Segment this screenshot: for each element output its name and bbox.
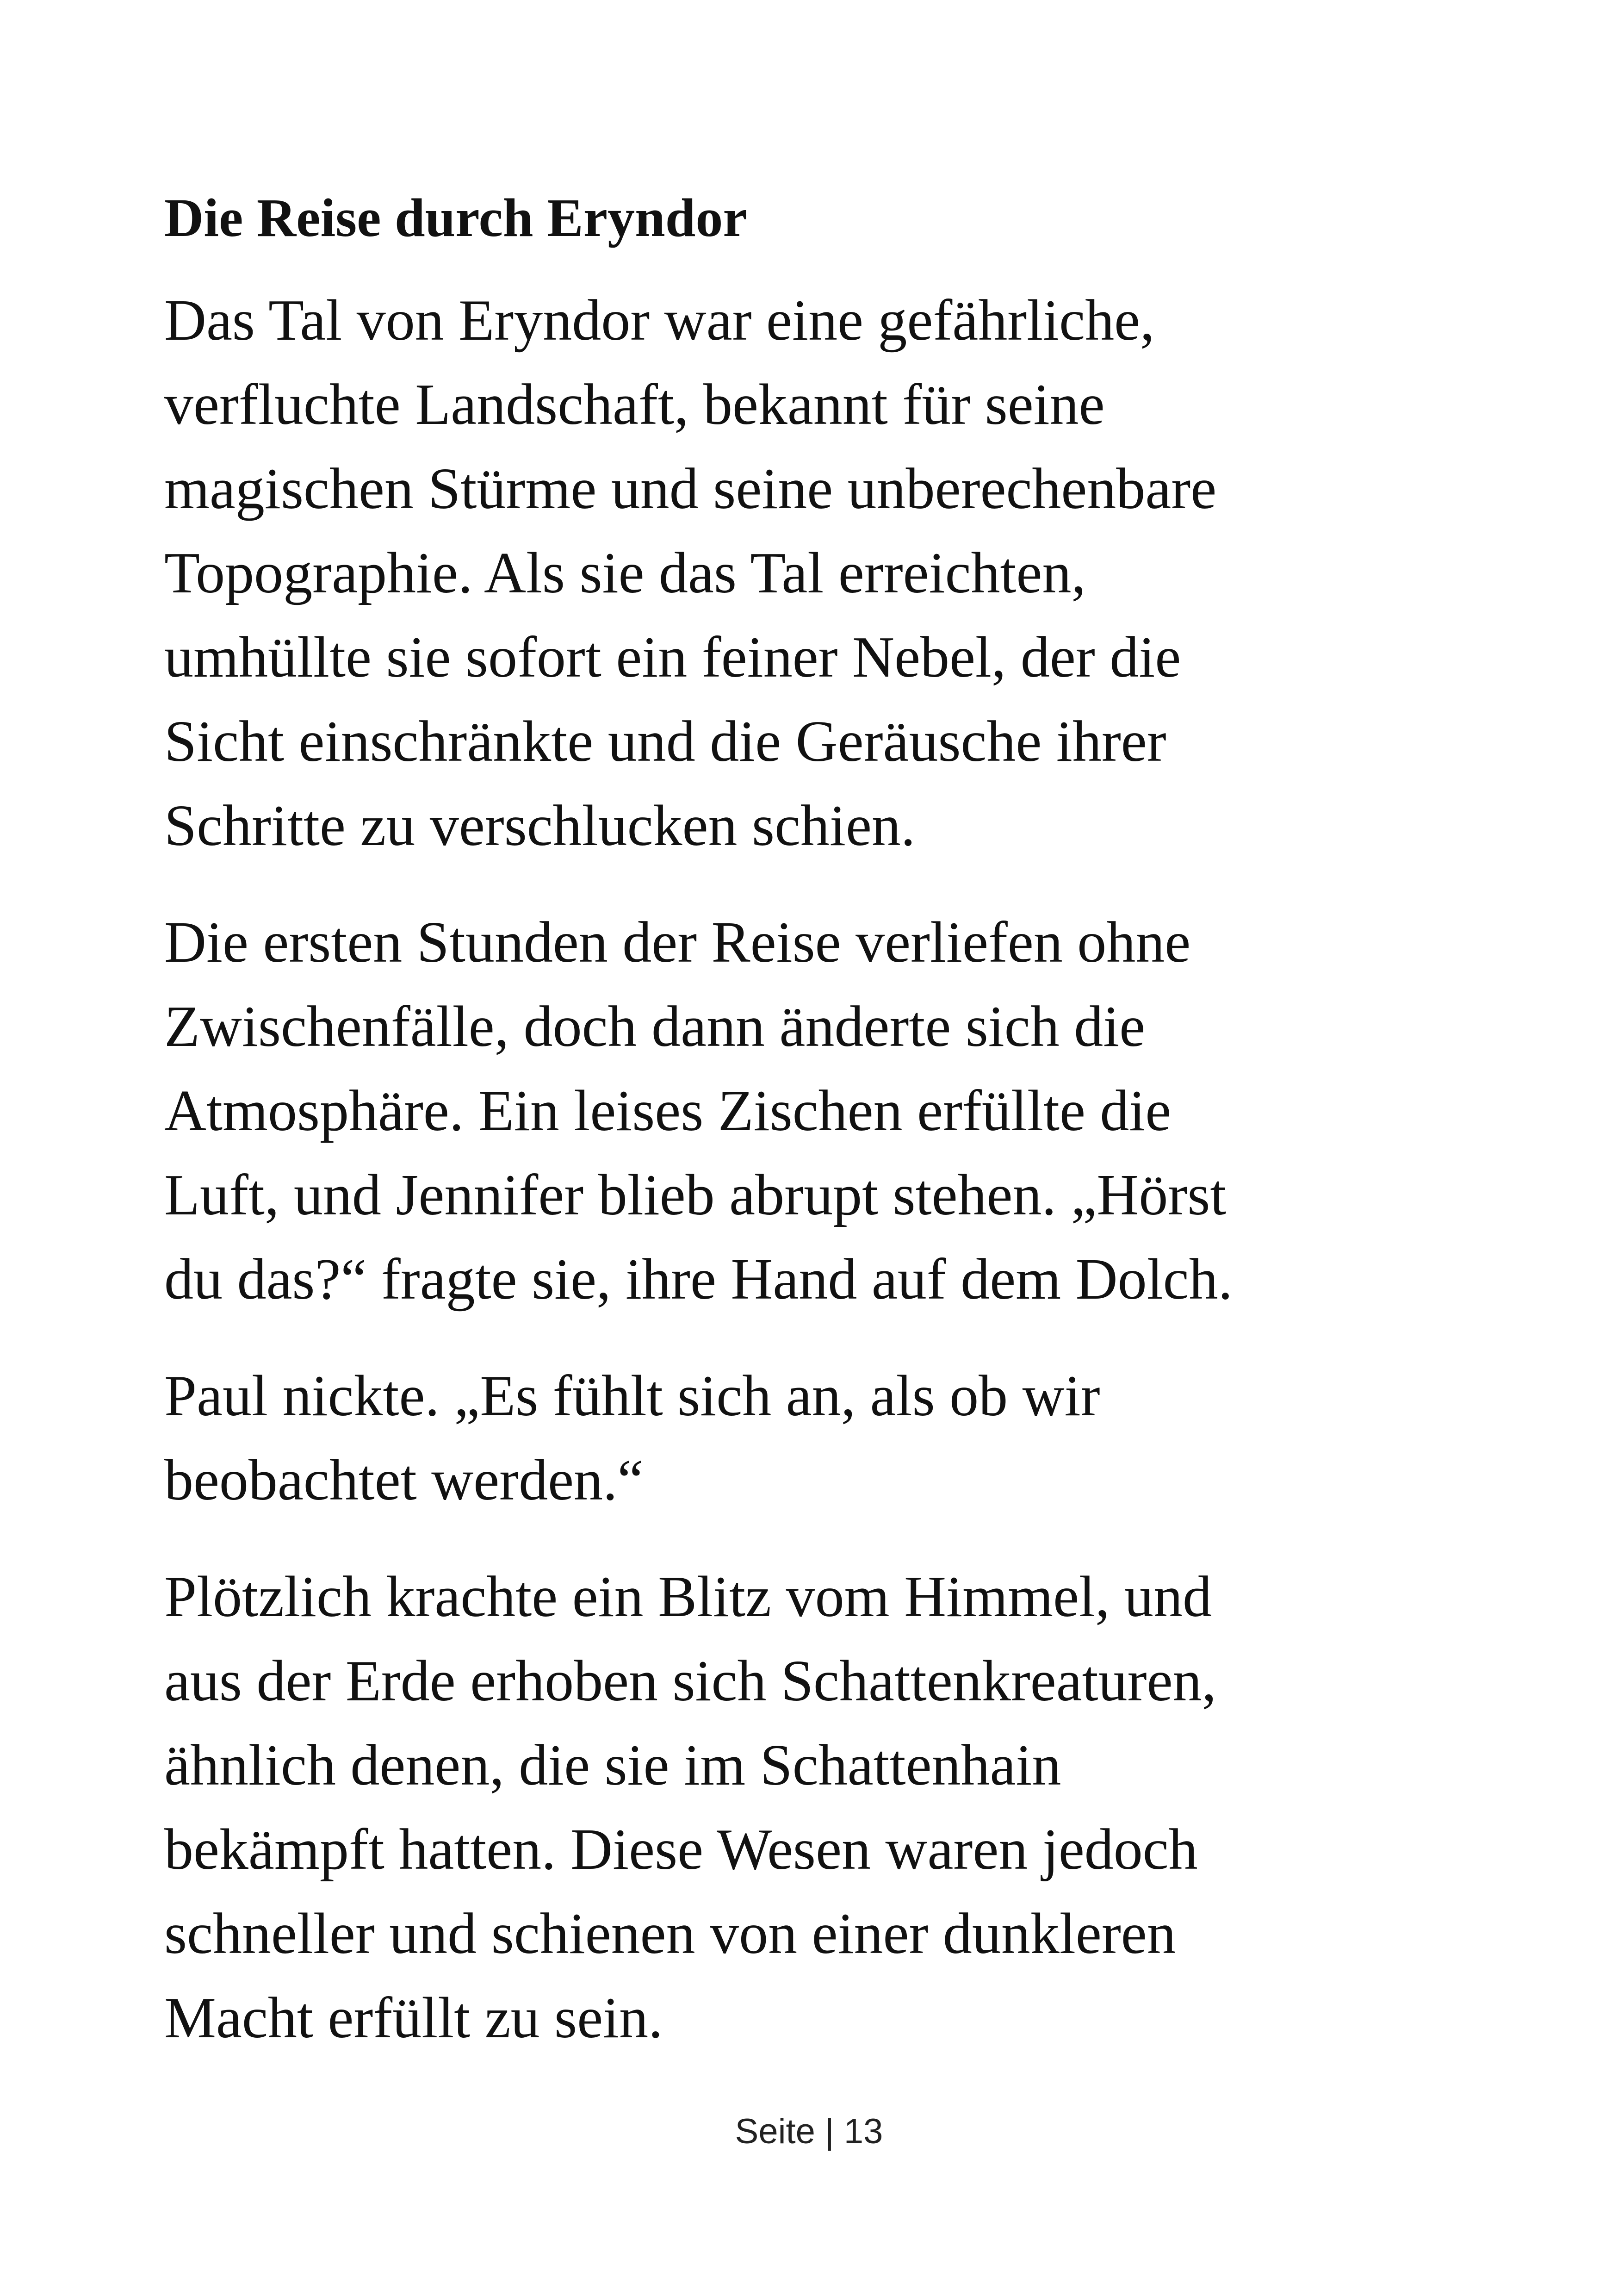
paragraph-1 (164, 279, 1460, 868)
text-line: Zwischenfälle, doch dann änderte sich die (164, 994, 1146, 1059)
text-line: Macht erfüllt zu sein. (164, 1985, 663, 2050)
paragraph-3 (164, 1354, 1460, 1523)
page-content (164, 185, 1460, 2093)
text-line: Plötzlich krachte ein Blitz vom Himmel, und (164, 1564, 1212, 1629)
paragraph-2 (164, 901, 1460, 1322)
text-line: aus der Erde erhoben sich Schattenkreaturen, (164, 1649, 1217, 1713)
text-line: bekämpft hatten. Diese Wesen waren jedoch (164, 1817, 1198, 1882)
text-line: magischen Stürme und seine unberechenbare (164, 456, 1217, 521)
text-line: verfluchte Landschaft, bekannt für seine (164, 372, 1105, 437)
text-line: beobachtet werden.“ (164, 1448, 644, 1512)
text-line: Topographie. Als sie das Tal erreichten, (164, 541, 1086, 605)
text-line: Die ersten Stunden der Reise verliefen ohne (164, 910, 1191, 975)
text-line: du das?“ fragte sie, ihre Hand auf dem Dolch. (164, 1247, 1233, 1312)
page-number: Seite | 13 (735, 2112, 883, 2151)
text-line: umhüllte sie sofort ein feiner Nebel, der die (164, 625, 1181, 690)
chapter-title: Die Reise durch Eryndor (164, 187, 747, 248)
text-line: Atmosphäre. Ein leises Zischen erfüllte die (164, 1078, 1172, 1143)
paragraph-4 (164, 1555, 1460, 2060)
text-line: ähnlich denen, die sie im Schattenhain (164, 1733, 1061, 1798)
text-line: Sicht einschränkte und die Geräusche ihrer (164, 709, 1166, 774)
text-line: Das Tal von Eryndor war eine gefährliche, (164, 288, 1155, 353)
text-line: Paul nickte. „Es fühlt sich an, als ob wir (164, 1363, 1100, 1428)
text-line: schneller und schienen von einer dunkleren (164, 1901, 1176, 1966)
text-line: Schritte zu verschlucken schien. (164, 793, 916, 858)
text-line: Luft, und Jennifer blieb abrupt stehen. „Hörst (164, 1163, 1227, 1227)
